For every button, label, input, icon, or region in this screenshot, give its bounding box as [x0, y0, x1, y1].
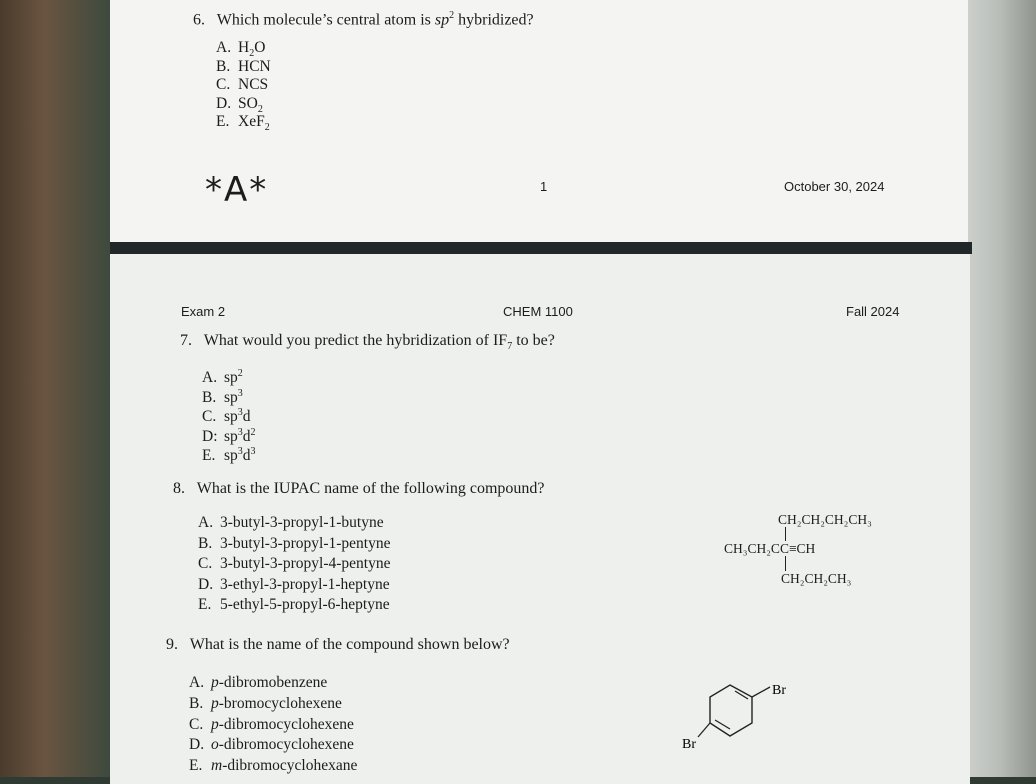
answer-option [189, 673, 327, 692]
option-letter: E. [189, 757, 203, 775]
hybrid-sup-2: 2 [250, 426, 256, 438]
option-text: 3-butyl-3-propyl-1-butyne [220, 514, 384, 531]
question-6 [193, 10, 534, 29]
structure-main-chain [724, 541, 815, 557]
answer-option [216, 112, 270, 137]
header-exam: Exam 2 [181, 304, 226, 319]
hybrid-base: sp [224, 369, 238, 387]
dibromocyclohexene-structure [680, 675, 810, 765]
hybrid-d: d [242, 447, 251, 465]
option-letter: C. [198, 555, 213, 572]
formula-subscript: 2 [264, 122, 270, 134]
answer-option [198, 595, 390, 614]
option-text: 3-butyl-3-propyl-4-pentyne [220, 555, 391, 572]
option-text: 3-ethyl-3-propyl-1-heptyne [220, 575, 390, 593]
hybrid-d: d [242, 408, 251, 426]
option-text: -dibromocyclohexane [222, 757, 358, 775]
answer-option [189, 715, 354, 734]
hybrid-sup-1: 3 [237, 426, 243, 438]
option-text: 5-ethyl-5-propyl-6-heptyne [220, 596, 390, 613]
subscript: 7 [507, 341, 513, 353]
structure-bottom-chain: CH₂CH₂CH₃ [781, 571, 852, 586]
formula-main: XeF [238, 113, 265, 130]
answer-option [198, 534, 390, 553]
option-letter: D. [216, 94, 232, 112]
option-letter: B. [198, 534, 213, 552]
formula-main: SO [238, 94, 258, 112]
option-letter: A. [202, 369, 218, 387]
option-letter: A. [216, 39, 232, 56]
answer-option [189, 756, 357, 775]
question-number: 8. [173, 480, 185, 497]
option-prefix: m [211, 757, 223, 775]
hybrid-sup-2: 3 [250, 446, 256, 457]
option-letter: B. [216, 57, 231, 75]
option-letter: C. [216, 76, 231, 93]
page-number: 1 [540, 179, 548, 194]
structure-bond-down [785, 556, 786, 571]
option-prefix: p [211, 715, 219, 733]
superscript: 2 [449, 10, 455, 21]
option-letter: B. [189, 694, 204, 712]
formula-main: NCS [238, 76, 269, 93]
hybrid-base: sp [224, 447, 238, 465]
hybrid-sup-1: 2 [237, 368, 243, 379]
question-7 [180, 332, 555, 352]
option-prefix: o [211, 736, 219, 754]
question-number: 7. [180, 332, 192, 349]
hybrid-base: sp [224, 408, 238, 426]
footer-date: October 30, 2024 [784, 179, 885, 194]
structure-triple-bond: C≡CH [779, 541, 816, 556]
formula-subscript: 2 [257, 103, 263, 115]
option-text: -bromocyclohexene [218, 694, 342, 712]
structure-top-chain: CH₂CH₂CH₂CH₃ [778, 512, 872, 527]
option-letter: C. [189, 715, 204, 733]
option-text: -dibromocyclohexene [218, 715, 354, 733]
formula-main: H [238, 39, 250, 56]
question-text: What would you predict the hybridization of IF [203, 332, 508, 349]
answer-option [202, 442, 256, 465]
br-bottom-label: Br [682, 737, 696, 752]
option-text: -dibromobenzene [218, 674, 328, 691]
bond-to-br-bottom [698, 723, 710, 737]
br-top-label: Br [772, 683, 786, 698]
option-letter: B. [202, 388, 217, 406]
answer-option [198, 575, 390, 594]
header-course: CHEM 1100 [503, 304, 573, 319]
question-number: 6. [193, 11, 205, 29]
question-8 [173, 480, 545, 498]
page-gap [110, 242, 972, 254]
question-text: Which molecule’s central atom is [216, 11, 435, 29]
ring [710, 685, 752, 736]
answer-option [198, 513, 384, 532]
option-letter: D. [189, 736, 205, 754]
question-number: 9. [166, 636, 178, 653]
option-letter: D: [202, 427, 218, 445]
option-letter: E. [216, 113, 230, 130]
question-text-end: to be? [512, 332, 555, 349]
option-letter: D. [198, 575, 214, 593]
desk-left-background [0, 0, 110, 777]
hybrid-base: sp [224, 388, 238, 406]
option-letter: E. [198, 596, 212, 613]
option-prefix: p [211, 694, 219, 712]
formula-main: HCN [238, 57, 271, 75]
answer-mark: *A* [205, 170, 269, 210]
structure-left-chain: CH₃CH₂C [724, 541, 780, 556]
option-letter: A. [198, 514, 214, 531]
hybrid-d: d [242, 427, 251, 445]
answer-option [198, 554, 390, 573]
option-text: 3-butyl-3-propyl-1-pentyne [220, 534, 391, 552]
option-letter: A. [189, 674, 205, 691]
ring-double-bond [735, 691, 748, 699]
question-text-end: hybridized? [454, 11, 534, 29]
answer-option [189, 694, 342, 713]
option-letter: C. [202, 408, 217, 426]
question-9 [166, 636, 510, 654]
structure-bond-up [785, 527, 786, 541]
option-text: -dibromocyclohexene [218, 736, 354, 754]
question-text: What is the name of the compound shown below? [189, 636, 510, 653]
formula-subscript: 2 [249, 48, 255, 60]
bond-to-br-top [752, 687, 770, 697]
option-letter: E. [202, 447, 216, 465]
hybrid-sup-1: 3 [237, 387, 243, 399]
header-term: Fall 2024 [846, 304, 900, 319]
answer-option [189, 735, 354, 754]
formula-tail: O [254, 39, 266, 56]
hybrid-sup-1: 3 [237, 407, 243, 418]
question-text: What is the IUPAC name of the following compound? [196, 480, 545, 497]
option-prefix: p [211, 674, 219, 691]
hybrid-base: sp [224, 427, 238, 445]
italic-term: sp [434, 11, 450, 29]
hybrid-sup-1: 3 [237, 446, 243, 457]
